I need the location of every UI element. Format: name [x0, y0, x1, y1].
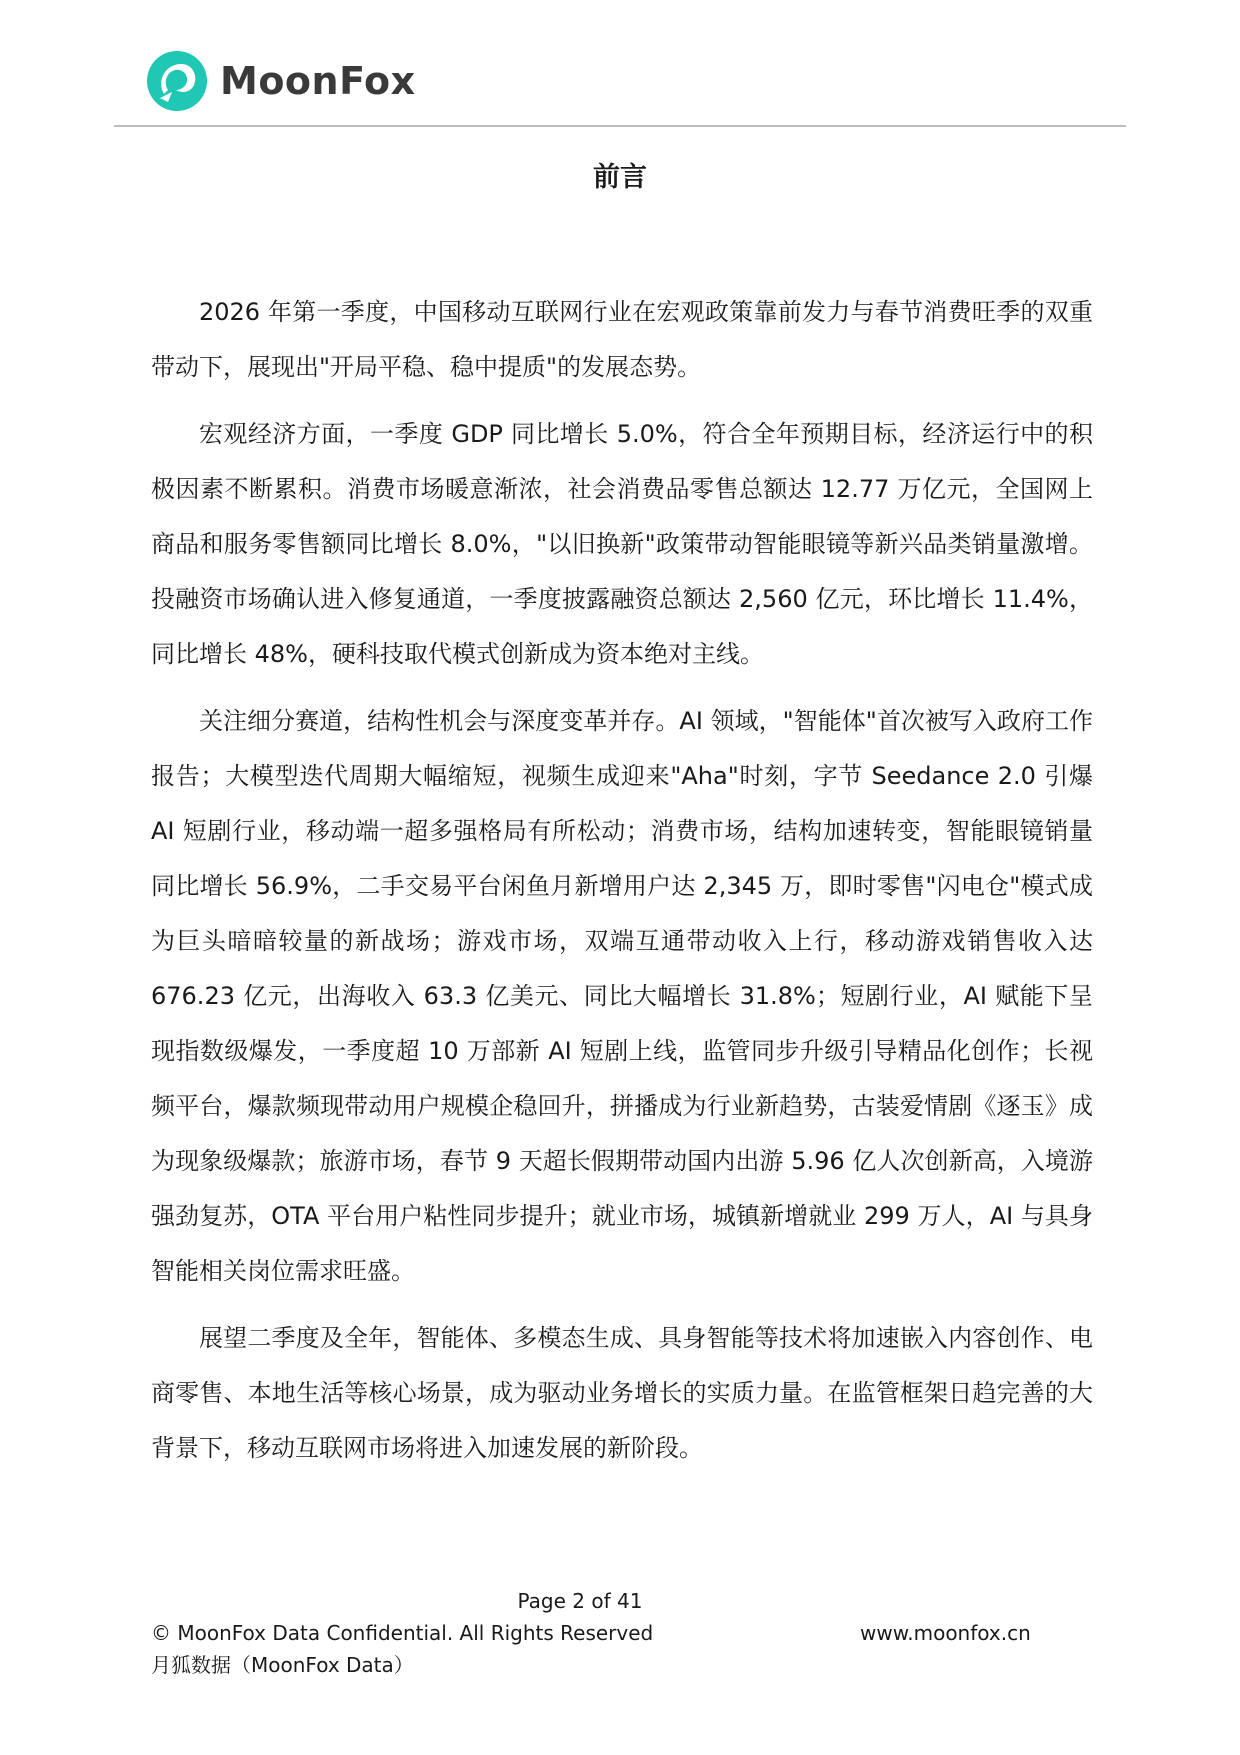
website-link[interactable]: www.moonfox.cn	[860, 1621, 1031, 1645]
moonfox-logo	[146, 48, 416, 114]
paragraph-macro-economy: 宏观经济方面，一季度 GDP 同比增长 5.0%，符合全年预期目标，经济运行中的积极因素不断累积。消费市场暖意渐浓，社会消费品零售总额达 12.77 万亿元，全国网上商品和服务零售额同比增长 8.0%，"以旧换新"政策带动智能眼镜等新兴品类销量激增。投融资市场确认进入修复通道，一季度披露融资总额达 2,560 亿元，环比增长 11.4%，同比增长 48%，硬科技取代模式创新成为资本绝对主线。	[151, 420, 1093, 668]
moonfox-logo-icon	[146, 50, 208, 112]
company-name: 月狐数据（MoonFox Data）	[151, 1653, 414, 1677]
page-number: Page 2 of 41	[517, 1589, 643, 1613]
logo-text: MoonFox	[220, 59, 416, 103]
paragraph-segments: 关注细分赛道，结构性机会与深度变革并存。AI 领域，"智能体"首次被写入政府工作报告；大模型迭代周期大幅缩短，视频生成迎来"Aha"时刻，字节 Seedance 2.0 引爆 AI 短剧行业，移动端一超多强格局有所松动；消费市场，结构加速转变，智能眼镜销量同比增长 56.9%，二手交易平台闲鱼月新增用户达 2,345 万，即时零售"闪电仓"模式成为巨头暗暗较量的新战场；游戏市场，双端互通带动收入上行，移动游戏销售收入达 676.23 亿元，出海收入 63.3 亿美元、同比大幅增长 31.8%；短剧行业，AI 赋能下呈现指数级爆发，一季度超 10 万部新 AI 短剧上线，监管同步升级引导精品化创作；长视频平台，爆款频现带动用户规模企稳回升，拼播成为行业新趋势，古装爱情剧《逐玉》成为现象级爆款；旅游市场，春节 9 天超长假期带动国内出游 5.96 亿人次创新高，入境游强劲复苏，OTA 平台用户粘性同步提升；就业市场，城镇新增就业 299 万人，AI 与具身智能相关岗位需求旺盛。	[151, 707, 1093, 1285]
header-divider	[114, 125, 1126, 127]
page-header	[0, 0, 1240, 128]
paragraph-outlook: 展望二季度及全年，智能体、多模态生成、具身智能等技术将加速嵌入内容创作、电商零售、本地生活等核心场景，成为驱动业务增长的实质力量。在监管框架日趋完善的大背景下，移动互联网市场将进入加速发展的新阶段。	[151, 1324, 1093, 1462]
copyright-notice: © MoonFox Data Confidential. All Rights Reserved	[151, 1621, 654, 1645]
paragraph-intro: 2026 年第一季度，中国移动互联网行业在宏观政策靠前发力与春节消费旺季的双重带动下，展现出"开局平稳、稳中提质"的发展态势。	[151, 298, 1093, 381]
main-content	[151, 285, 1093, 1488]
page-title: 前言	[593, 162, 647, 193]
